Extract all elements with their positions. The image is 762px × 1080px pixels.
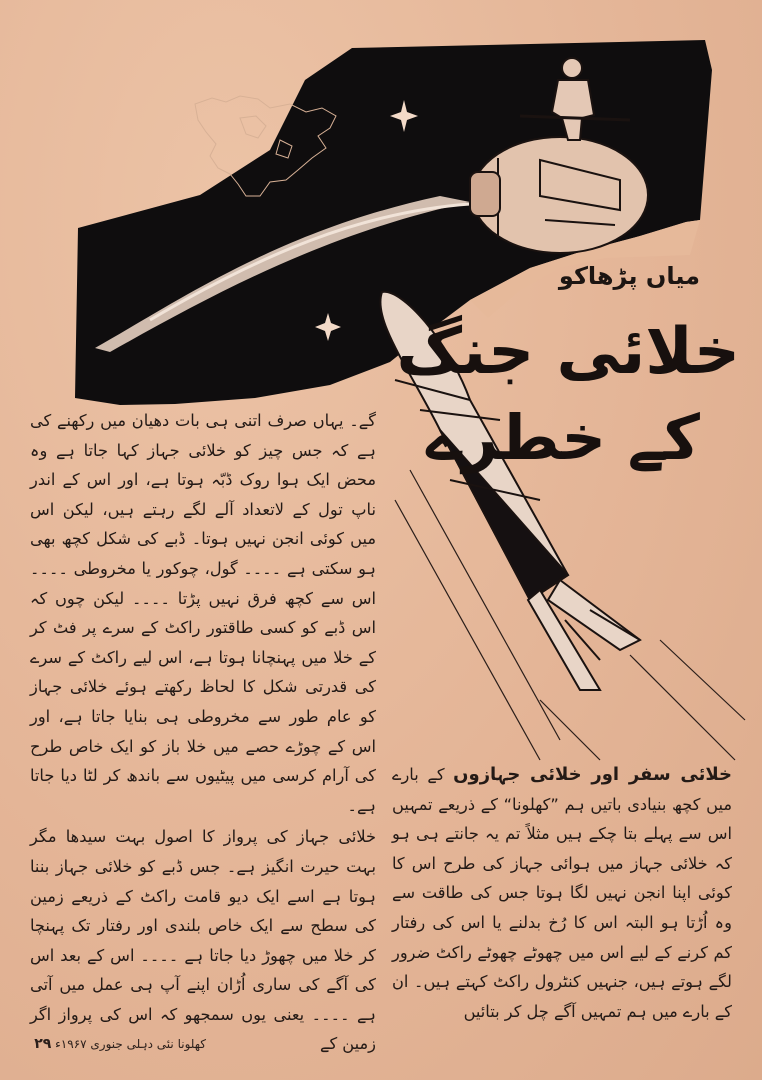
subheading: خلائی سفر اور خلائی جہازوں <box>453 764 732 785</box>
right-column <box>392 760 732 1021</box>
page-number: ۲۹ <box>34 1036 52 1052</box>
capsule-drawing <box>470 137 648 253</box>
paragraph: گے۔ یہاں صرف اتنی ہی بات دھیان میں رکھنے کی ہے کہ جس چیز کو خلائی جہاز کہا جاتا ہے وہ محض ایک ہوا روک ڈبّہ ہوتا ہے، اور اس کے اندر ناپ تول کے لاتعداد آلے لگے رہتے ہیں، لیکن اس میں کوئی انجن نہیں ہوتا۔ ڈبے کی شکل کچھ بھی ہو سکتی ہے ۔۔۔۔ گول، چوکور یا مخروطی ۔۔۔۔ اس سے کچھ فرق نہیں پڑتا ۔۔۔۔ لیکن چوں کہ اس ڈبے کو کسی طاقتور راکٹ کے سرے پر فٹ کر کے خلا میں پہنچانا ہوتا ہے، اس لیے راکٹ کے سرے کی قدرتی شکل کا لحاظ رکھتے ہوئے خلائی جہاز کو عام طور سے مخروطی ہی بنایا جاتا ہے، اور اس کے چوڑے حصے میں خلا باز کو ایک خاص طرح کی آرام کرسی میں پیٹیوں سے باندھ کر لٹا دیا جاتا ہے۔ <box>30 411 376 815</box>
paragraph-text: کے بارے میں کچھ بنیادی باتیں ہم ”کھلونا“ کے ذریعے تمہیں اس سے پہلے بتا چکے ہیں مثلاً تم یہ جانتے ہی ہو کہ خلائی جہاز میں ہوائی جہاز کی طرح اس کا کوئی اپنا انجن نہیں لگا ہوتا جس کی طاقت سے وہ اُڑتا ہو البتہ اس کا رُخ بدلنے یا اس کی رفتار کم کرنے کے لیے اس میں چھوٹے چھوٹے راکٹ ضرور لگے ہوتے ہیں، جنہیں کنٹرول راکٹ کہتے ہیں۔ ان کے بارے میں ہم تمہیں آگے چل کر بتائیں <box>392 765 732 1021</box>
magazine-date: کھلونا نئی دہلی جنوری ۱۹۶۷ء <box>55 1037 206 1051</box>
page-footer <box>36 1033 206 1055</box>
byline: میاں پڑھاکو <box>558 262 700 290</box>
title-line-2: کے خطرے <box>426 401 700 474</box>
paragraph <box>392 760 732 1026</box>
paragraph: خلائی جہاز کی پرواز کا اصول بہت سیدھا مگر بہت حیرت انگیز ہے۔ جس ڈبے کو خلائی جہاز بننا ہوتا ہے اسے ایک دیو قامت راکٹ کے ذریعے زمین کی سطح سے ایک خاص بلندی اور رفتار تک پہنچا کر خلا میں چھوڑ دیا جاتا ہے ۔۔۔۔ اس کے بعد اس کی آگے کی ساری اُڑان اپنے آپ ہی عمل میں آتی ہے ۔۔۔۔ یعنی یوں سمجھو کہ اس کی پرواز اگر زمین کے <box>30 827 376 1054</box>
title-line-1: خلائی جنگ <box>396 315 740 389</box>
